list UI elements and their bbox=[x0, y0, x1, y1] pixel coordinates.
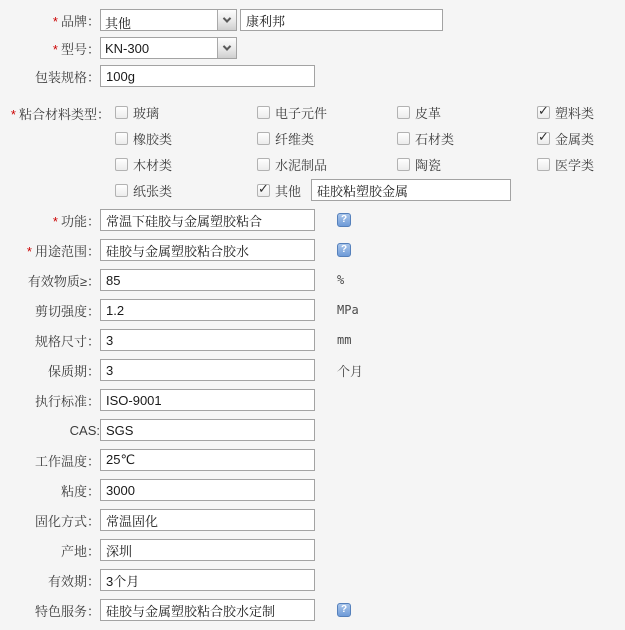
field-label: 包装规格： bbox=[34, 69, 100, 85]
field-label: * 功能： bbox=[52, 213, 100, 229]
shelf-life-row bbox=[0, 359, 625, 381]
cas-row bbox=[0, 419, 625, 441]
material-label: 皮革 bbox=[415, 105, 442, 121]
field-label: 保质期： bbox=[47, 363, 100, 379]
required-mark: * bbox=[52, 41, 58, 57]
check-icon: ✓ bbox=[538, 102, 549, 118]
brand-select-value: 其他 bbox=[105, 16, 132, 30]
working-temp-row bbox=[0, 449, 625, 471]
unit-label: % bbox=[337, 273, 345, 287]
material-checkbox-other[interactable] bbox=[257, 180, 270, 197]
help-icon[interactable]: ? bbox=[337, 603, 351, 617]
required-mark: * bbox=[10, 107, 16, 122]
field-label: 有效物质≥： bbox=[27, 273, 100, 289]
packaging-input[interactable] bbox=[100, 65, 315, 87]
function-input[interactable] bbox=[100, 209, 315, 231]
field-label: * 粘合材料类型： bbox=[10, 107, 110, 122]
origin-input[interactable] bbox=[100, 539, 315, 561]
material-checkbox-cement[interactable] bbox=[257, 158, 270, 171]
brand-name-input[interactable] bbox=[240, 9, 443, 31]
unit-label: MPa bbox=[337, 303, 359, 317]
field-label: 特色服务： bbox=[34, 603, 100, 619]
brand-select[interactable] bbox=[100, 9, 237, 31]
material-label: 玻璃 bbox=[133, 105, 160, 121]
function-row bbox=[0, 209, 625, 231]
curing-row bbox=[0, 509, 625, 531]
shelf-life-input[interactable] bbox=[100, 359, 315, 381]
field-label: 规格尺寸： bbox=[34, 333, 100, 349]
standard-input[interactable] bbox=[100, 389, 315, 411]
viscosity-input[interactable] bbox=[100, 479, 315, 501]
field-label: CAS: bbox=[69, 422, 100, 438]
field-label: * 型号： bbox=[52, 41, 100, 57]
viscosity-row bbox=[0, 479, 625, 501]
standard-row bbox=[0, 389, 625, 411]
validity-input[interactable] bbox=[100, 569, 315, 591]
chevron-down-icon[interactable] bbox=[217, 38, 236, 58]
shear-strength-input[interactable] bbox=[100, 299, 315, 321]
material-checkbox-glass[interactable] bbox=[115, 106, 128, 119]
field-label: 工作温度： bbox=[34, 453, 100, 469]
material-label: 塑料类 bbox=[555, 105, 595, 121]
materials-checkbox-grid bbox=[115, 99, 594, 203]
material-checkbox-stone[interactable] bbox=[397, 132, 410, 145]
required-mark: * bbox=[52, 213, 58, 229]
field-label: 固化方式： bbox=[34, 513, 100, 529]
material-checkbox-metal[interactable] bbox=[537, 128, 550, 145]
special-service-input[interactable] bbox=[100, 599, 315, 621]
model-row bbox=[0, 37, 625, 59]
validity-row bbox=[0, 569, 625, 591]
material-checkbox-paper[interactable] bbox=[115, 184, 128, 197]
material-checkbox-leather[interactable] bbox=[397, 106, 410, 119]
field-label: 有效期： bbox=[47, 573, 100, 589]
material-label: 橡胶类 bbox=[133, 131, 173, 147]
help-icon[interactable]: ? bbox=[337, 213, 351, 227]
field-label: 执行标准： bbox=[34, 393, 100, 409]
special-service-row bbox=[0, 599, 625, 621]
material-checkbox-wood[interactable] bbox=[115, 158, 128, 171]
usage-row bbox=[0, 239, 625, 261]
packaging-row bbox=[0, 65, 625, 87]
help-icon[interactable]: ? bbox=[337, 243, 351, 257]
material-label: 电子元件 bbox=[275, 105, 328, 121]
cas-input[interactable] bbox=[100, 419, 315, 441]
material-label: 纤维类 bbox=[275, 131, 315, 147]
brand-row bbox=[0, 9, 625, 31]
check-icon: ✓ bbox=[258, 180, 269, 196]
shear-strength-row bbox=[0, 299, 625, 321]
material-label: 水泥制品 bbox=[275, 157, 328, 173]
field-label: 产地： bbox=[60, 543, 100, 559]
field-label: * 品牌： bbox=[52, 13, 100, 29]
material-other-input[interactable] bbox=[311, 179, 511, 201]
origin-row bbox=[0, 539, 625, 561]
active-content-row bbox=[0, 269, 625, 291]
material-label: 纸张类 bbox=[133, 183, 173, 199]
material-checkbox-rubber[interactable] bbox=[115, 132, 128, 145]
field-label: * 用途范围： bbox=[26, 243, 100, 259]
size-row bbox=[0, 329, 625, 351]
material-label: 木材类 bbox=[133, 157, 173, 173]
material-checkbox-fiber[interactable] bbox=[257, 132, 270, 145]
material-checkbox-ceramic[interactable] bbox=[397, 158, 410, 171]
field-label: 粘度： bbox=[60, 483, 100, 499]
unit-label: 个月 bbox=[337, 363, 364, 379]
field-label: 剪切强度： bbox=[34, 303, 100, 319]
unit-label: mm bbox=[337, 333, 352, 347]
material-label: 其他 bbox=[275, 183, 302, 199]
working-temp-input[interactable] bbox=[100, 449, 315, 471]
chevron-down-icon[interactable] bbox=[217, 10, 236, 30]
check-icon: ✓ bbox=[538, 128, 549, 144]
usage-input[interactable] bbox=[100, 239, 315, 261]
required-mark: * bbox=[26, 243, 32, 259]
model-select-value: KN-300 bbox=[105, 41, 150, 56]
material-checkbox-plastic[interactable] bbox=[537, 102, 550, 119]
model-select[interactable] bbox=[100, 37, 237, 59]
curing-input[interactable] bbox=[100, 509, 315, 531]
material-checkbox-electronics[interactable] bbox=[257, 106, 270, 119]
material-label: 金属类 bbox=[555, 131, 595, 147]
active-content-input[interactable] bbox=[100, 269, 315, 291]
material-label: 医学类 bbox=[555, 157, 595, 173]
material-label: 陶瓷 bbox=[415, 157, 442, 173]
material-checkbox-medical[interactable] bbox=[537, 158, 550, 171]
size-input[interactable] bbox=[100, 329, 315, 351]
materials-row bbox=[0, 99, 625, 203]
required-mark: * bbox=[52, 13, 58, 29]
material-label: 石材类 bbox=[415, 131, 455, 147]
